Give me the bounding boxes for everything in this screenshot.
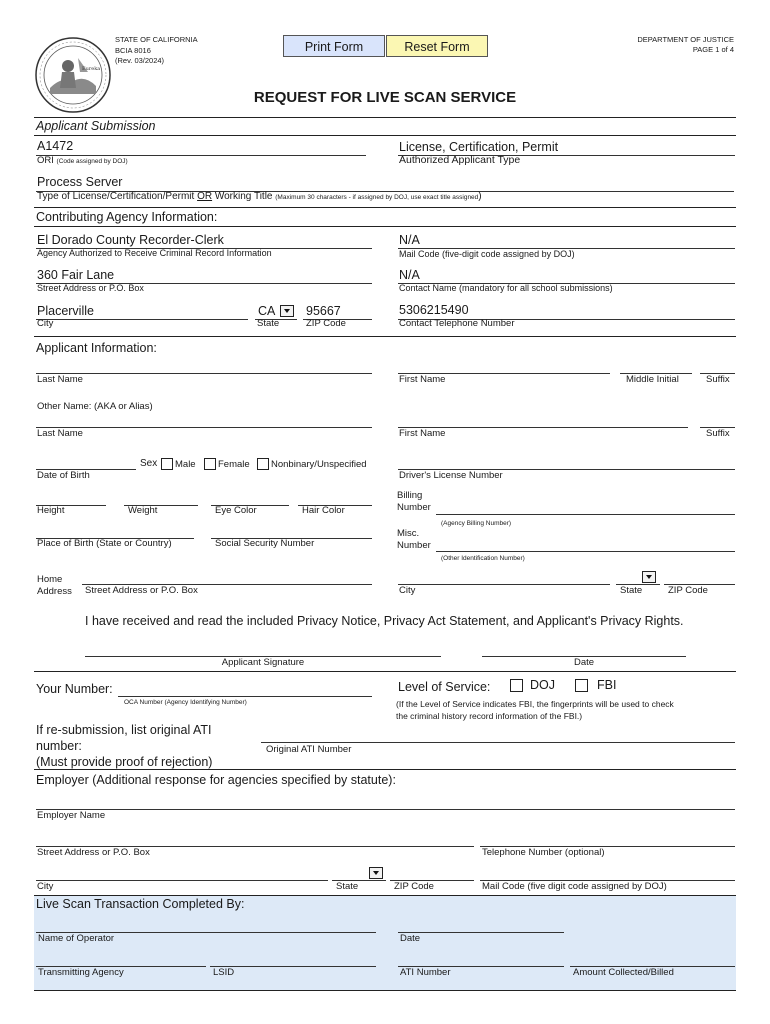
working-title-value[interactable]: Process Server bbox=[37, 175, 123, 189]
mail-code-value[interactable]: N/A bbox=[399, 233, 420, 247]
female-label: Female bbox=[218, 459, 250, 470]
first-name-label: First Name bbox=[399, 374, 446, 385]
amount-collected-label: Amount Collected/Billed bbox=[573, 967, 674, 978]
employer-state-label: State bbox=[336, 881, 359, 892]
signature-date-label: Date bbox=[573, 657, 595, 668]
revision-date: (Rev. 03/2024) bbox=[115, 56, 165, 65]
transmitting-agency-label: Transmitting Agency bbox=[38, 967, 124, 978]
ori-value[interactable]: A1472 bbox=[37, 139, 74, 153]
nonbinary-label: Nonbinary/Unspecified bbox=[271, 459, 367, 470]
fbi-label: FBI bbox=[597, 678, 617, 692]
fbi-checkbox[interactable] bbox=[575, 679, 588, 692]
weight-label: Weight bbox=[128, 505, 158, 516]
operator-name-label: Name of Operator bbox=[38, 933, 115, 944]
dob-label: Date of Birth bbox=[37, 470, 90, 481]
applicant-heading: Applicant Information: bbox=[36, 341, 157, 355]
privacy-statement: I have received and read the included Privacy Notice, Privacy Act Statement, and Applicant's Privacy Rights. bbox=[85, 614, 684, 628]
sex-male-checkbox[interactable] bbox=[161, 458, 173, 470]
agency-name-value[interactable]: El Dorado County Recorder-Clerk bbox=[37, 233, 224, 247]
middle-initial-label: Middle Initial bbox=[626, 374, 679, 385]
resubmission-label-1: If re-submission, list original ATI bbox=[36, 723, 212, 737]
working-title-label: Type of License/Certification/Permit OR Working Title (Maximum 30 characters - if assigned by DOJ, use exact title assigned) bbox=[37, 191, 482, 202]
contact-name-value[interactable]: N/A bbox=[399, 268, 420, 282]
home-zip-label: ZIP Code bbox=[668, 585, 708, 596]
alias-suffix-label: Suffix bbox=[706, 428, 730, 439]
agency-street-value[interactable]: 360 Fair Lane bbox=[37, 268, 115, 282]
original-ati-label: Original ATI Number bbox=[266, 744, 352, 755]
page-title: REQUEST FOR LIVE SCAN SERVICE bbox=[253, 89, 517, 106]
employer-street-label: Street Address or P.O. Box bbox=[37, 847, 150, 858]
reset-form-button[interactable]: Reset Form bbox=[386, 35, 488, 57]
svg-text:Eureka: Eureka bbox=[82, 66, 101, 72]
misc-note: (Other Identification Number) bbox=[441, 555, 525, 562]
male-label: Male bbox=[175, 459, 196, 470]
agency-street-label: Street Address or P.O. Box bbox=[37, 283, 144, 293]
eye-color-label: Eye Color bbox=[215, 505, 257, 516]
operator-heading: Live Scan Transaction Completed By: bbox=[36, 897, 245, 911]
last-name-label: Last Name bbox=[37, 374, 83, 385]
oca-number-note: OCA Number (Agency Identifying Number) bbox=[124, 699, 247, 706]
employer-phone-label: Telephone Number (optional) bbox=[482, 847, 605, 858]
applicant-type-label: Authorized Applicant Type bbox=[399, 154, 521, 166]
operator-date-label: Date bbox=[400, 933, 421, 944]
agency-city-value[interactable]: Placerville bbox=[37, 304, 94, 318]
ati-number-label: ATI Number bbox=[400, 967, 451, 978]
applicant-signature-label: Applicant Signature bbox=[221, 657, 305, 668]
doj-label: DOJ bbox=[530, 678, 555, 692]
employer-heading: Employer (Additional response for agencies specified by statute): bbox=[36, 773, 396, 787]
employer-state-dropdown-icon[interactable] bbox=[369, 867, 383, 879]
state-label: STATE OF CALIFORNIA bbox=[115, 35, 198, 44]
billing-label-1: Billing bbox=[397, 490, 423, 501]
home-street-label: Street Address or P.O. Box bbox=[85, 585, 198, 596]
home-address-label-2: Address bbox=[37, 586, 72, 597]
contact-phone-value[interactable]: 5306215490 bbox=[399, 303, 469, 317]
applicant-type-value[interactable]: License, Certification, Permit bbox=[399, 140, 559, 154]
mail-code-label: Mail Code (five-digit code assigned by DOJ) bbox=[399, 249, 575, 259]
employer-mail-code-label: Mail Code (five digit code assigned by DOJ) bbox=[482, 881, 667, 892]
home-address-label-1: Home bbox=[37, 574, 63, 585]
sex-label: Sex bbox=[140, 458, 158, 469]
home-state-label: State bbox=[620, 585, 643, 596]
employer-name-label: Employer Name bbox=[37, 810, 106, 821]
agency-zip-label: ZIP Code bbox=[306, 318, 346, 329]
employer-city-label: City bbox=[37, 881, 54, 892]
misc-label-1: Misc. bbox=[397, 528, 420, 539]
misc-label-2: Number bbox=[397, 540, 431, 551]
agency-state-value[interactable]: CA bbox=[258, 304, 276, 318]
ori-label: ORI (Code assigned by DOJ) bbox=[37, 155, 128, 166]
alias-first-name-label: First Name bbox=[399, 428, 446, 439]
agency-state-label: State bbox=[257, 318, 280, 329]
sex-female-checkbox[interactable] bbox=[204, 458, 216, 470]
hair-color-label: Hair Color bbox=[302, 505, 345, 516]
state-dropdown-icon[interactable] bbox=[280, 305, 294, 317]
resubmission-label-2: number: bbox=[36, 739, 82, 753]
ssn-label: Social Security Number bbox=[215, 538, 315, 549]
billing-note: (Agency Billing Number) bbox=[441, 520, 512, 527]
lsid-label: LSID bbox=[213, 967, 235, 978]
agency-zip-value[interactable]: 95667 bbox=[306, 304, 341, 318]
agency-city-label: City bbox=[37, 318, 54, 329]
contact-phone-label: Contact Telephone Number bbox=[399, 318, 515, 329]
other-name-label: Other Name: (AKA or Alias) bbox=[37, 401, 153, 412]
fbi-note-line2: the criminal history record information of the FBI.) bbox=[396, 711, 583, 721]
suffix-label: Suffix bbox=[706, 374, 730, 385]
submission-heading: Applicant Submission bbox=[36, 119, 156, 133]
home-city-label: City bbox=[399, 585, 416, 596]
sex-nonbinary-checkbox[interactable] bbox=[257, 458, 269, 470]
billing-label-2: Number bbox=[397, 502, 431, 513]
print-form-button[interactable]: Print Form bbox=[283, 35, 385, 57]
resubmission-label-3: (Must provide proof of rejection) bbox=[36, 755, 213, 769]
drivers-license-label: Driver's License Number bbox=[399, 470, 503, 481]
agency-heading: Contributing Agency Information: bbox=[36, 210, 218, 224]
your-number-label: Your Number: bbox=[36, 682, 113, 696]
alias-last-name-label: Last Name bbox=[37, 428, 83, 439]
form-number: BCIA 8016 bbox=[115, 46, 151, 55]
agency-name-label: Agency Authorized to Receive Criminal Record Information bbox=[37, 248, 272, 258]
fbi-note-line1: (If the Level of Service indicates FBI, the fingerprints will be used to check bbox=[396, 699, 674, 709]
employer-zip-label: ZIP Code bbox=[394, 881, 434, 892]
department-label: DEPARTMENT OF JUSTICE bbox=[637, 35, 734, 44]
level-of-service-label: Level of Service: bbox=[398, 680, 491, 694]
home-state-dropdown-icon[interactable] bbox=[642, 571, 656, 583]
height-label: Height bbox=[37, 505, 65, 516]
doj-checkbox[interactable] bbox=[510, 679, 523, 692]
place-of-birth-label: Place of Birth (State or Country) bbox=[37, 538, 172, 549]
page-number: PAGE 1 of 4 bbox=[692, 45, 734, 54]
contact-name-label: Contact Name (mandatory for all school submissions) bbox=[399, 283, 613, 293]
